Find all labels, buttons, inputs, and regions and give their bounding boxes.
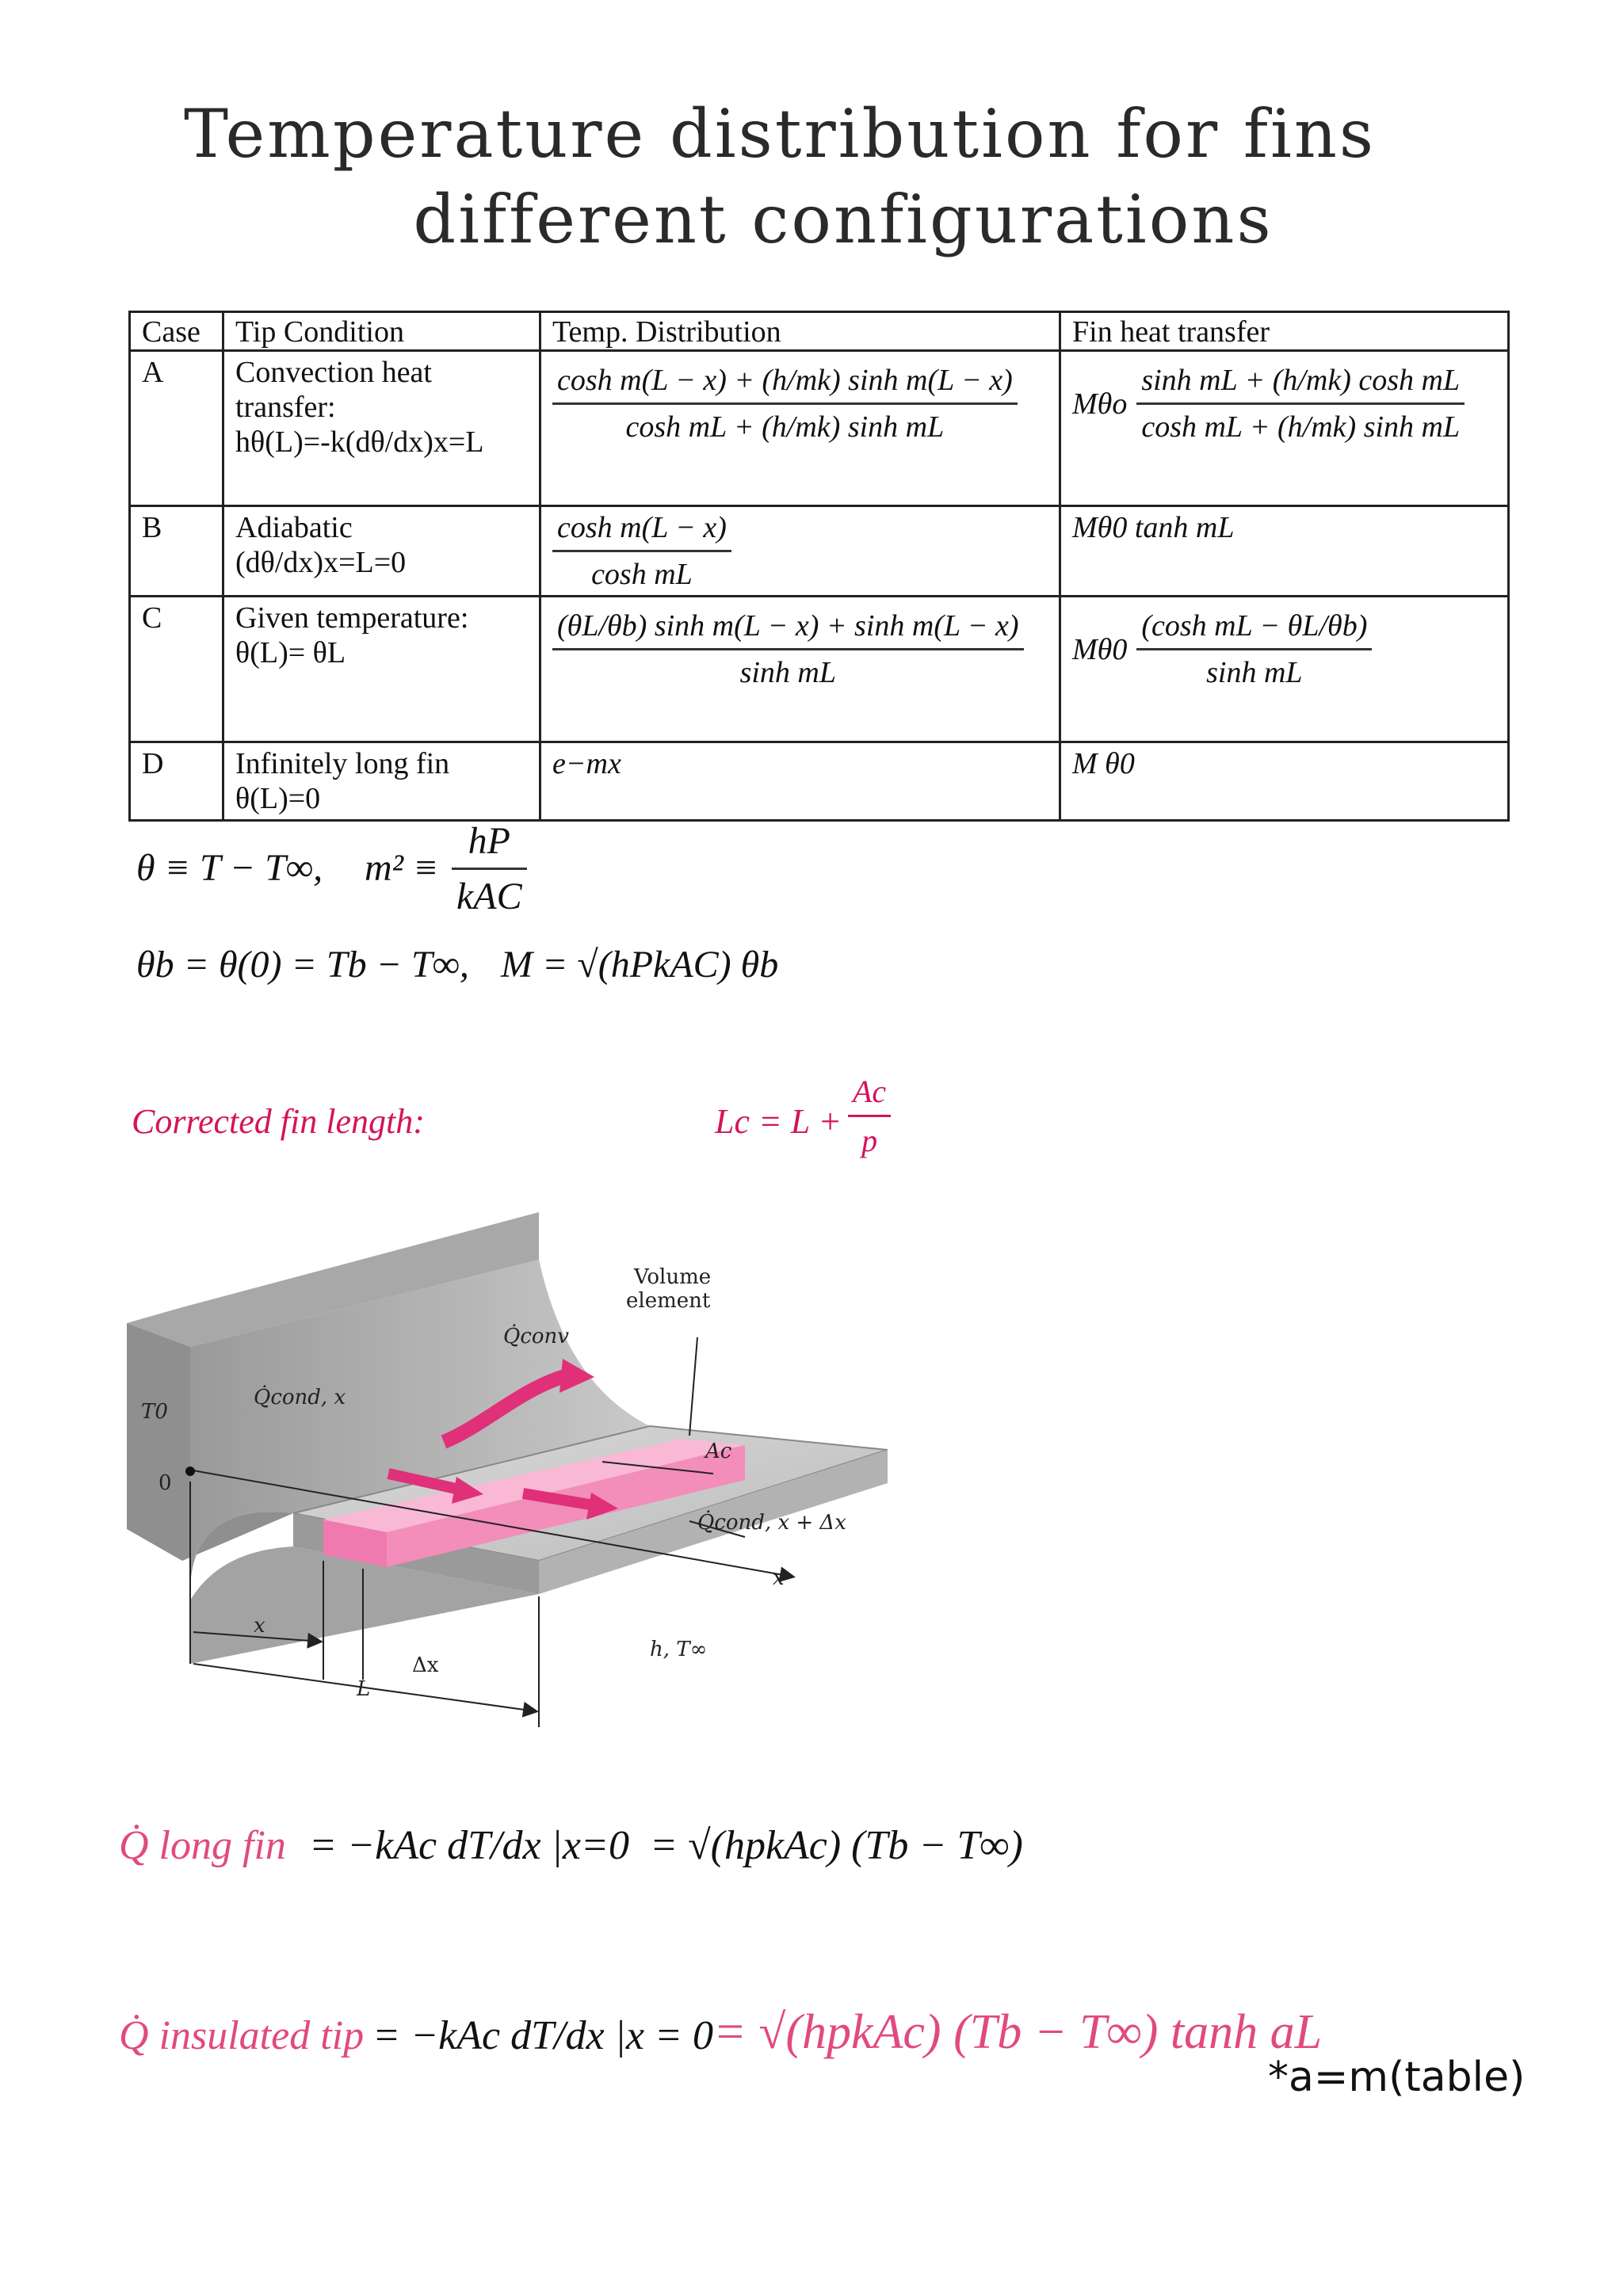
- case-cell: B: [130, 506, 223, 597]
- tip-cell: [223, 506, 540, 597]
- case-cell: D: [130, 742, 223, 821]
- page-title-line2: different configurations: [413, 181, 1274, 258]
- theta-definition: θ ≡ T − T∞,: [136, 847, 323, 889]
- label-zero: 0: [158, 1471, 172, 1495]
- tip-line: Convection heat: [235, 356, 432, 389]
- temp-fraction: [552, 510, 731, 592]
- insulated-tip-rhs: = √(hpkAc) (Tb − T∞) tanh aL: [713, 2005, 1323, 2059]
- label-dim-x: x: [254, 1614, 265, 1638]
- temp-cell: [540, 506, 1060, 597]
- tip-line: Given temperature:: [235, 601, 469, 635]
- heat-fraction: [1136, 363, 1465, 444]
- m-squared-lhs: m² ≡: [365, 847, 439, 889]
- temp-numerator: cosh m(L − x) + (h/mk) sinh m(L − x): [552, 363, 1018, 405]
- label-volume-element-1: Volume: [634, 1265, 712, 1289]
- table-row: [130, 742, 1509, 821]
- table-row: [130, 506, 1509, 597]
- M-definition: M = √(hPkAC) θb: [501, 944, 779, 986]
- insulated-tip-middle: = −kAc dT/dx |x = 0: [372, 2013, 714, 2058]
- long-fin-rhs: = √(hpkAc) (Tb − T∞): [650, 1823, 1023, 1868]
- fin-diagram: [111, 1188, 935, 1743]
- table-header-row: [130, 312, 1509, 351]
- temp-numerator: cosh m(L − x): [552, 510, 731, 552]
- long-fin-lhs: Q̇ long fin: [119, 1823, 286, 1868]
- temp-denominator: cosh mL: [591, 558, 693, 591]
- corrected-length-denominator: p: [861, 1123, 878, 1158]
- heat-prefix: Mθo: [1072, 387, 1128, 421]
- temp-fraction: [552, 608, 1024, 690]
- temp-cell: [540, 597, 1060, 742]
- header-fin-heat-transfer: Fin heat transfer: [1060, 312, 1509, 351]
- origin-point: [185, 1466, 195, 1476]
- corrected-length-numerator: Ac: [848, 1073, 891, 1117]
- label-q-conv: Q̇conv: [503, 1325, 569, 1348]
- table-row: [130, 597, 1509, 742]
- label-q-cond-xdx: Q̇cond, x + Δx: [697, 1511, 846, 1535]
- label-q-cond-x: Q̇cond, x: [254, 1386, 346, 1409]
- tip-line: θ(L)=0: [235, 782, 321, 815]
- page-title-line1: Temperature distribution for fins: [183, 95, 1377, 173]
- tip-cell: [223, 351, 540, 506]
- corrected-length-fraction: [848, 1073, 891, 1159]
- m-squared-fraction: [452, 819, 527, 918]
- temp-denominator: sinh mL: [739, 656, 836, 689]
- long-fin-middle: = −kAc dT/dx |x=0: [309, 1823, 630, 1868]
- heat-cell: Mθ0 tanh mL: [1060, 506, 1509, 597]
- m-squared-denominator: kAC: [456, 875, 522, 917]
- tip-cell: [223, 597, 540, 742]
- tip-line: Infinitely long fin: [235, 747, 450, 780]
- temp-denominator: cosh mL + (h/mk) sinh mL: [625, 410, 945, 444]
- corrected-length-label: Corrected fin length:: [132, 1102, 425, 1141]
- label-ac: Ac: [705, 1440, 732, 1463]
- label-volume-element-2: element: [626, 1289, 711, 1313]
- label-dim-dx: Δx: [412, 1653, 439, 1677]
- table-row: [130, 351, 1509, 506]
- heat-prefix: Mθ0: [1072, 632, 1128, 666]
- heat-denominator: sinh mL: [1206, 656, 1303, 689]
- heat-cell: [1060, 597, 1509, 742]
- label-dim-L: L: [357, 1677, 371, 1701]
- fin-configurations-table: [128, 311, 1510, 822]
- heat-numerator: sinh mL + (h/mk) cosh mL: [1136, 363, 1465, 405]
- heat-cell: [1060, 351, 1509, 506]
- case-cell: A: [130, 351, 223, 506]
- note-a-equals-m: *a=m(table): [1268, 2054, 1526, 2101]
- temp-cell: e−mx: [540, 742, 1060, 821]
- tip-line: (dθ/dx)x=L=0: [235, 546, 407, 579]
- tip-line: Adiabatic: [235, 511, 353, 544]
- temp-fraction: [552, 363, 1018, 444]
- label-t0: T0: [141, 1400, 168, 1424]
- tip-line: transfer:: [235, 391, 336, 424]
- label-x-axis: x: [773, 1566, 785, 1590]
- label-h-tinf: h, T∞: [650, 1638, 708, 1661]
- header-case: Case: [130, 312, 223, 351]
- corrected-length-lhs: Lc = L +: [715, 1102, 842, 1141]
- tip-cell: [223, 742, 540, 821]
- heat-cell: M θ0: [1060, 742, 1509, 821]
- case-cell: C: [130, 597, 223, 742]
- heat-numerator: (cosh mL − θL/θb): [1136, 608, 1372, 650]
- heat-fraction: [1136, 608, 1372, 690]
- tip-line: θ(L)= θL: [235, 636, 346, 669]
- leader-volume: [689, 1337, 697, 1436]
- header-temp-distribution: Temp. Distribution: [540, 312, 1060, 351]
- header-tip-condition: Tip Condition: [223, 312, 540, 351]
- tip-line: hθ(L)=-k(dθ/dx)x=L: [235, 425, 484, 459]
- m-squared-numerator: hP: [452, 819, 527, 870]
- temp-cell: [540, 351, 1060, 506]
- theta-b-definition: θb = θ(0) = Tb − T∞,: [136, 944, 469, 986]
- insulated-tip-lhs: Q̇ insulated tip: [119, 2013, 365, 2058]
- heat-denominator: cosh mL + (h/mk) sinh mL: [1141, 410, 1461, 444]
- temp-numerator: (θL/θb) sinh m(L − x) + sinh m(L − x): [552, 608, 1024, 650]
